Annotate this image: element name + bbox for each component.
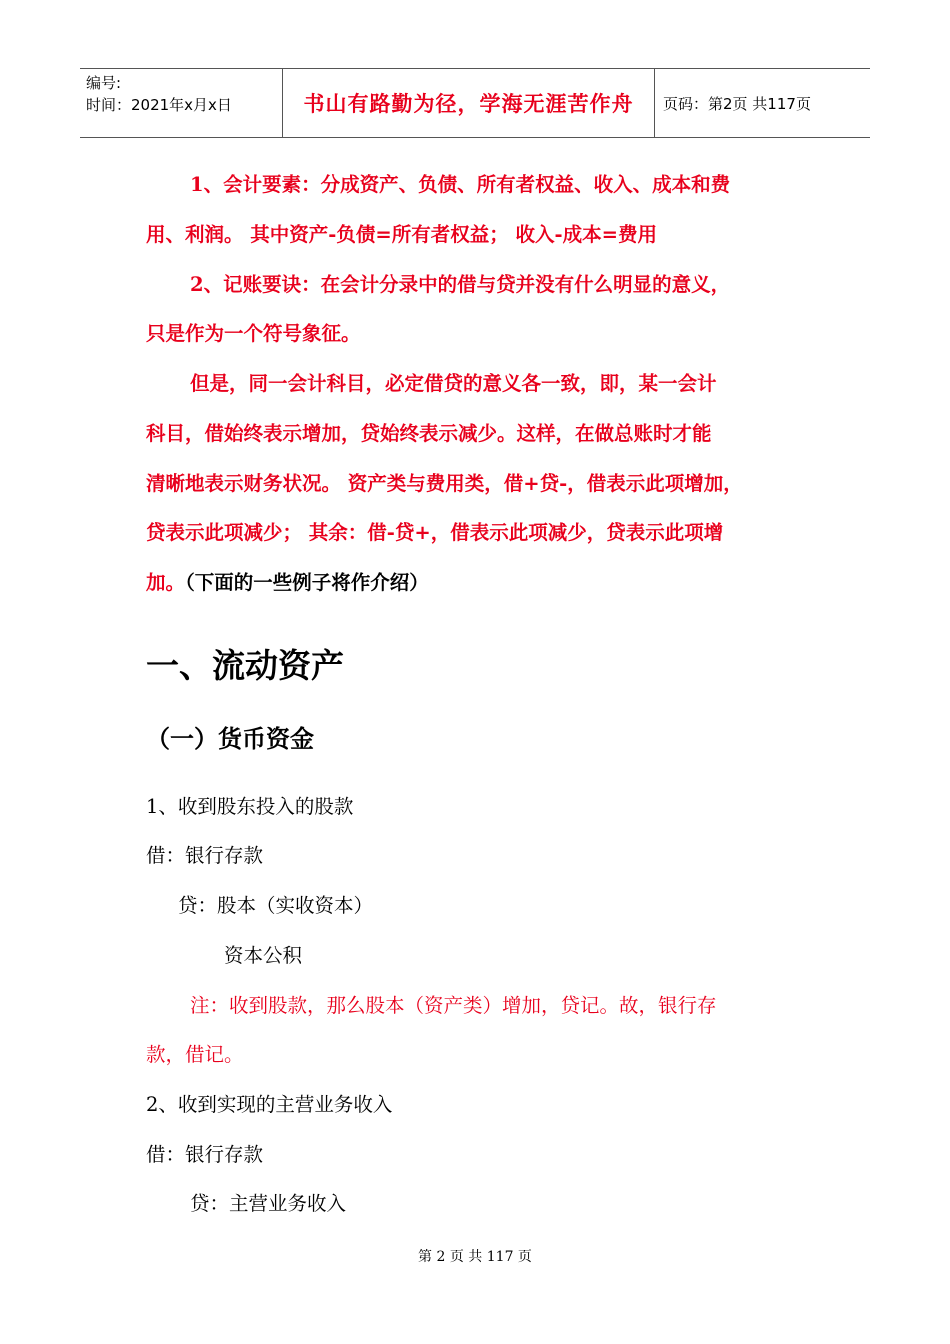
heading-monetary-funds: （一）货币资金 [146,725,314,753]
header-motto: 书山有路勤为径，学海无涯苦作舟 [283,69,655,137]
header-meta [80,69,283,137]
para3-line5 [146,570,816,596]
page-footer: 第 2 页 共 117 页 [418,1249,532,1265]
note1-line2: 款，借记。 [146,1043,244,1066]
item2-debit: 借：银行存款 [146,1143,264,1166]
item2-title: 2、收到实现的主营业务收入 [146,1093,393,1116]
number-label: 编号: [86,74,122,92]
item1-credit2: 资本公积 [224,944,303,967]
page-header [80,68,870,138]
item1-credit: 贷：股本（实收资本） [178,894,374,917]
para2-line2: 只是作为一个符号象征。 [146,322,361,345]
para3-line1: 但是，同一会计科目，必定借贷的意义各一致，即，某一会计 [190,372,717,395]
para3-line5-black: （下面的一些例子将作介绍） [185,571,429,594]
para3-line2: 科目，借始终表示增加，贷始终表示减少。这样，在做总账时才能 [146,422,712,445]
note1-line1: 注：收到股款，那么股本（资产类）增加，贷记。故，银行存 [190,994,717,1017]
para3-line5-red: 加。 [146,571,186,594]
para2-line1: 2、记账要诀：在会计分录中的借与贷并没有什么明显的意义， [190,273,731,296]
item2-credit: 贷：主营业务收入 [190,1192,347,1215]
para3-line3: 清晰地表示财务状况。 资产类与费用类，借+贷-，借表示此项增加， [146,472,743,495]
item1-title: 1、收到股东投入的股款 [146,795,354,818]
header-page-info: 页码：第2页 共117页 [663,94,811,113]
time-label: 时间：2021年x月x日 [86,96,232,114]
para1-line1: 1、会计要素：分成资产、负债、所有者权益、收入、成本和费 [190,173,731,196]
para3-line4: 贷表示此项减少； 其余：借-贷+，借表示此项减少，贷表示此项增 [146,521,724,544]
item1-debit: 借：银行存款 [146,844,264,867]
para1-line2: 用、利润。 其中资产-负债=所有者权益； 收入-成本=费用 [146,223,657,246]
heading-current-assets: 一、流动资产 [146,646,344,685]
